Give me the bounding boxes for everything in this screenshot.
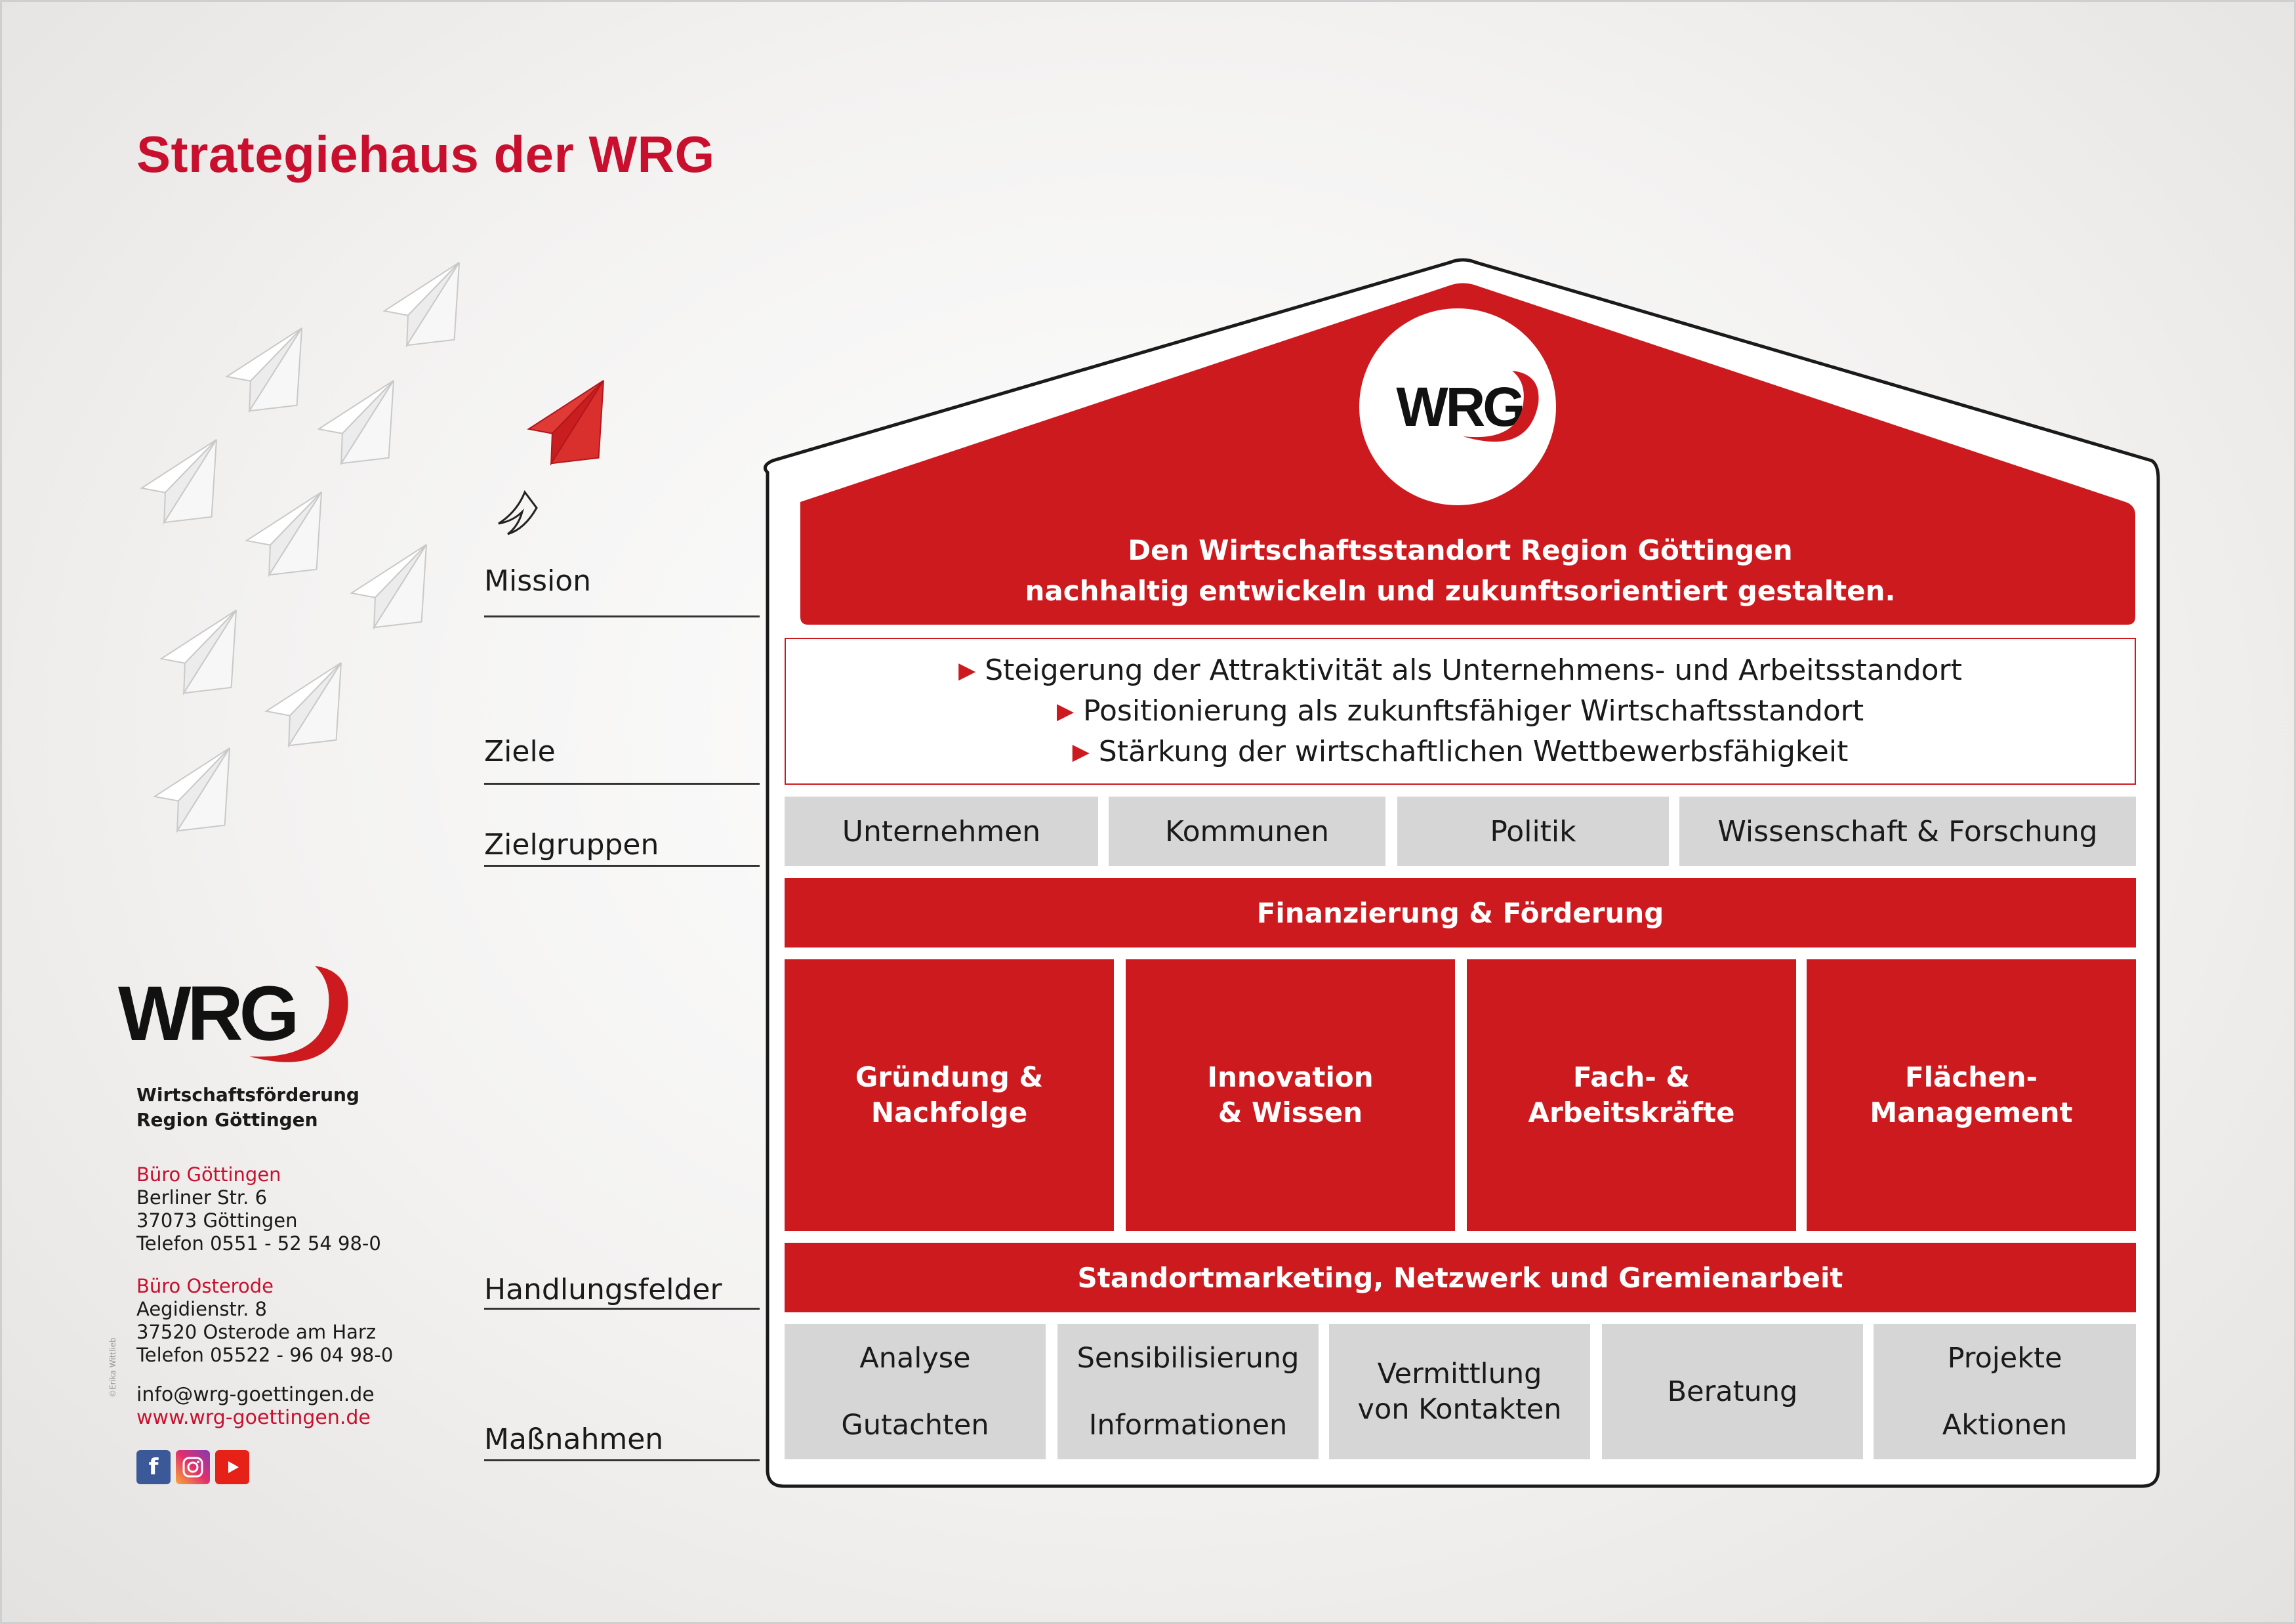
youtube-icon[interactable] — [215, 1450, 249, 1484]
measure-projekte: Projekte Aktionen — [1874, 1324, 2136, 1459]
mission-line-1: Den Wirtschaftsstandort Region Göttingen — [1128, 534, 1793, 566]
paper-plane-icon — [239, 475, 356, 596]
photo-credit: ©Erika Wittlieb — [108, 1337, 117, 1398]
field-gruendung: Gründung & Nachfolge — [785, 959, 1114, 1231]
page-title: Strategiehaus der WRG — [136, 125, 715, 183]
facebook-icon[interactable]: f — [136, 1450, 171, 1484]
target-group-kommunen: Kommunen — [1109, 797, 1385, 866]
company-name: Wirtschaftsförderung Region Göttingen — [136, 1084, 359, 1131]
goal-item: ▶ Stärkung der wirtschaftlichen Wettbewerbsfähigkeit — [1073, 732, 1849, 772]
paper-plane-icon — [344, 528, 461, 648]
office-goettingen: Büro Göttingen Berliner Str. 6 37073 Göttingen Telefon 0551 - 52 54 98-0 — [136, 1163, 381, 1255]
field-fachkraefte: Fach- & Arbeitskräfte — [1467, 959, 1796, 1231]
company-logo — [118, 958, 367, 1070]
mission-line-2: nachhaltig entwickeln und zukunftsorientiert gestalten. — [1025, 575, 1896, 607]
goals-box — [785, 638, 2136, 785]
paper-plane-icon — [147, 731, 264, 852]
measure-analyse: Analyse Gutachten — [785, 1324, 1046, 1459]
target-group-wissenschaft: Wissenschaft & Forschung — [1679, 797, 2136, 866]
finance-bar: Finanzierung & Förderung — [785, 878, 2136, 947]
field-flaechen: Flächen- Management — [1807, 959, 2136, 1231]
connector-line — [484, 783, 760, 785]
paper-plane-icon — [258, 646, 376, 766]
rocket-plane-icon — [521, 364, 638, 484]
rocket-flame-icon — [499, 492, 537, 534]
company-logo-text: WRG — [118, 970, 296, 1057]
instagram-icon[interactable] — [176, 1450, 210, 1484]
paper-plane-icon — [311, 364, 428, 484]
label-zielgruppen: Zielgruppen — [484, 828, 659, 862]
paper-plane-icon — [134, 423, 251, 543]
paper-planes-illustration — [105, 249, 656, 873]
contact-links — [136, 1383, 375, 1429]
house-logo: WRG — [1396, 375, 1523, 438]
triangle-bullet-icon: ▶ — [1072, 739, 1090, 765]
label-mission: Mission — [484, 564, 592, 598]
marketing-bar: Standortmarketing, Netzwerk und Gremienarbeit — [785, 1243, 2136, 1312]
connector-line — [484, 1308, 760, 1310]
connector-line — [484, 615, 760, 617]
mission-statement — [785, 525, 2136, 617]
paper-plane-icon — [154, 593, 271, 714]
target-group-politik: Politik — [1397, 797, 1669, 866]
target-group-unternehmen: Unternehmen — [785, 797, 1098, 866]
triangle-bullet-icon: ▶ — [958, 657, 976, 684]
logo-swoosh-icon — [1450, 364, 1548, 449]
connector-line — [484, 1459, 760, 1461]
paper-plane-icon — [377, 249, 494, 366]
email-link[interactable]: info@wrg-goettingen.de — [136, 1383, 375, 1406]
label-massnahmen: Maßnahmen — [484, 1423, 664, 1456]
label-handlungsfelder: Handlungsfelder — [484, 1273, 722, 1306]
field-innovation: Innovation & Wissen — [1126, 959, 1455, 1231]
goal-item: ▶ Positionierung als zukunftsfähiger Wirtschaftsstandort — [1057, 691, 1864, 732]
triangle-bullet-icon: ▶ — [1056, 698, 1075, 724]
paper-plane-icon — [219, 311, 337, 432]
measure-beratung: Beratung — [1602, 1324, 1863, 1459]
website-link[interactable]: www.wrg-goettingen.de — [136, 1406, 371, 1429]
office-osterode: Büro Osterode Aegidienstr. 8 37520 Osterode am Harz Telefon 05522 - 96 04 98-0 — [136, 1275, 394, 1366]
measure-vermittlung: Vermittlung von Kontakten — [1329, 1324, 1590, 1459]
measure-sensibilisierung: Sensibilisierung Informationen — [1057, 1324, 1319, 1459]
goal-item: ▶ Steigerung der Attraktivität als Unternehmens- und Arbeitsstandort — [958, 650, 1962, 691]
connector-line — [484, 865, 760, 867]
social-icons — [136, 1450, 249, 1484]
label-ziele: Ziele — [484, 735, 556, 768]
